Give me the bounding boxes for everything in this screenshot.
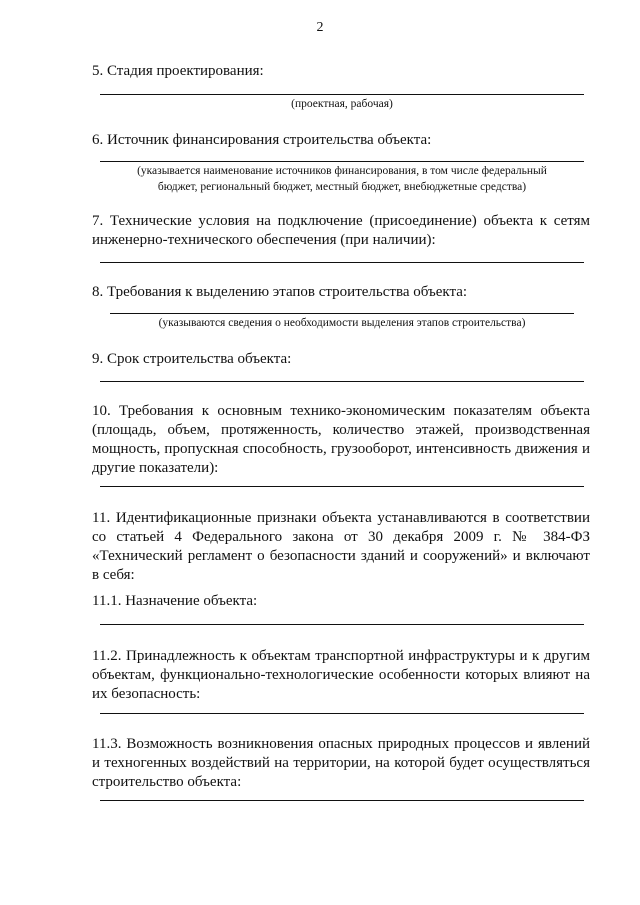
section-6-text: 6. Источник финансирования строительства объекта:: [92, 132, 432, 148]
section-11-1-text: 11.1. Назначение объекта:: [92, 593, 258, 609]
fill-line-6[interactable]: [100, 161, 584, 162]
fill-line-11-2[interactable]: [100, 713, 584, 714]
section-8-caption: (указываются сведения о необходимости выделения этапов строительства): [158, 317, 526, 329]
section-6: [92, 131, 590, 150]
fill-line-8[interactable]: [110, 313, 574, 314]
section-8-text: 8. Требования к выделению этапов строительства объекта:: [92, 284, 468, 300]
section-6-caption-line-1: (указывается наименование источников финансирования, в том числе федеральный: [137, 165, 547, 177]
section-9: [92, 350, 590, 369]
section-11-2: [92, 647, 590, 704]
fill-line-11-3[interactable]: [100, 800, 584, 801]
fill-line-9[interactable]: [100, 381, 584, 382]
fill-line-10[interactable]: [100, 486, 584, 487]
section-11: [92, 509, 590, 585]
section-7: [92, 212, 590, 250]
fill-line-5[interactable]: [100, 94, 584, 95]
section-9-text: 9. Срок строительства объекта:: [92, 351, 292, 367]
section-11-3: [92, 735, 590, 792]
section-6-caption-line-2: бюджет, региональный бюджет, местный бюджет, внебюджетные средства): [157, 181, 527, 193]
section-11-3-text: 11.3. Возможность возникновения опасных природных процессов и явлений и техногенных воздействий на территории, на которой будет осуществляться строительство объекта:: [92, 736, 590, 790]
section-10-text: 10. Требования к основным технико-экономическим показателям объекта (площадь, объем, протяженность, количество этажей, производственная мощность, пропускная способность, грузооборот, интенсивность движения и другие показатели):: [92, 403, 590, 476]
section-8: [92, 283, 590, 302]
section-7-text: 7. Технические условия на подключение (присоединение) объекта к сетям инженерно-технического обеспечения (при наличии):: [92, 213, 590, 248]
page-number: 2: [316, 20, 324, 35]
section-10: [92, 402, 590, 478]
section-5-text: 5. Стадия проектирования:: [92, 63, 264, 79]
section-5-caption: (проектная, рабочая): [291, 98, 393, 110]
section-5: [92, 62, 590, 81]
section-11-text: 11. Идентификационные признаки объекта устанавливаются в соответствии со статьей 4 Федерального закона от 30 декабря 2009 г. № 384-ФЗ «Технический регламент о безопасности зданий и сооружений» и включают в себя:: [92, 510, 590, 583]
fill-line-11-1[interactable]: [100, 624, 584, 625]
section-11-2-text: 11.2. Принадлежность к объектам транспортной инфраструктуры и к другим объектам, функционально-технологические особенности которых влияют на их безопасность:: [92, 648, 590, 702]
section-11-1: [92, 592, 590, 611]
fill-line-7[interactable]: [100, 262, 584, 263]
